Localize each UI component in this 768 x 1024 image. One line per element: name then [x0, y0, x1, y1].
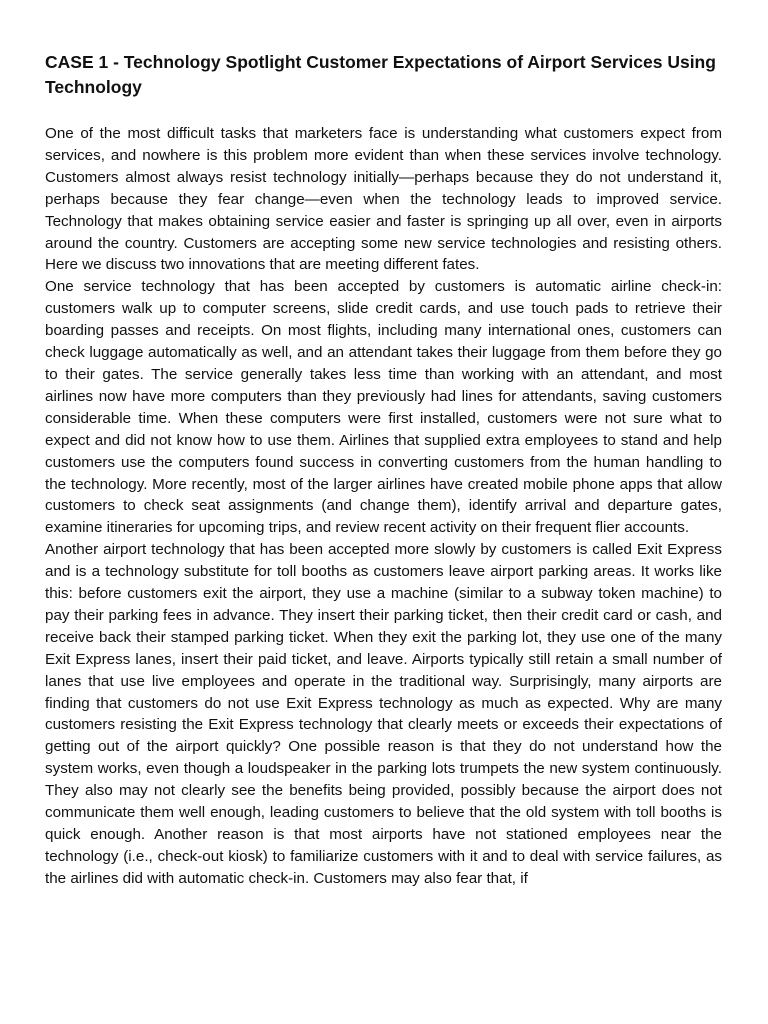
document-body	[45, 123, 722, 890]
document-title: CASE 1 - Technology Spotlight Customer Expectations of Airport Services Using Technology	[45, 52, 716, 97]
paragraph-exit-express: Another airport technology that has been accepted more slowly by customers is called Exit Express and is a technology substitute for toll booths as customers leave airport parking areas. It works like this: before customers exit the airport, they use a machine (similar to a subway token machine) to pay their parking fees in advance. They insert their parking ticket, then their credit card or cash, and receive back their stamped parking ticket. When they exit the parking lot, they use one of the many Exit Express lanes, insert their paid ticket, and leave. Airports typically still retain a small number of lanes that use live employees and operate in the traditional way. Surprisingly, many airports are finding that customers do not use Exit Express technology as much as expected. Why are many customers resisting the Exit Express technology that clearly meets or exceeds their expectations of getting out of the airport quickly? One possible reason is that they do not understand how the system works, even though a loudspeaker in the parking lots trumpets the new system continuously. They also may not clearly see the benefits being provided, possibly because the airport does not communicate them well enough, leading customers to believe that the old system with toll booths is quick enough. Another reason is that most airports have not stationed employees near the technology (i.e., check-out kiosk) to familiarize customers with it and to deal with service failures, as the airlines did with automatic check-in. Customers may also fear that, if	[45, 541, 722, 887]
paragraph-intro: One of the most difficult tasks that marketers face is understanding what customers expect from services, and nowhere is this problem more evident than when these services involve technology. Customers almost always resist technology initially—perhaps because they do not understand it, perhaps because they fear change—even when the technology leads to improved service. Technology that makes obtaining service easier and faster is springing up all over, even in airports around the country. Customers are accepting some new service technologies and resisting others. Here we discuss two innovations that are meeting different fates.	[45, 125, 722, 274]
document-page	[45, 50, 722, 890]
paragraph-check-in: One service technology that has been accepted by customers is automatic airline check-in: customers walk up to computer screens, slide credit cards, and use touch pads to retrieve their boarding passes and receipts. On most flights, including many international ones, customers can check luggage automatically as well, and an attendant takes their luggage from them before they go to their gates. The service generally takes less time than working with an attendant, and most airlines now have more computers than they previously had lines for attendants, saving customers considerable time. When these computers were first installed, customers were not sure what to expect and did not know how to use them. Airlines that supplied extra employees to stand and help customers use the computers found success in converting customers from the human handling to the technology. More recently, most of the larger airlines have created mobile phone apps that allow customers to check seat assignments (and change them), identify arrival and departure gates, examine itineraries for upcoming trips, and review recent activity on their frequent flier accounts.	[45, 278, 722, 537]
